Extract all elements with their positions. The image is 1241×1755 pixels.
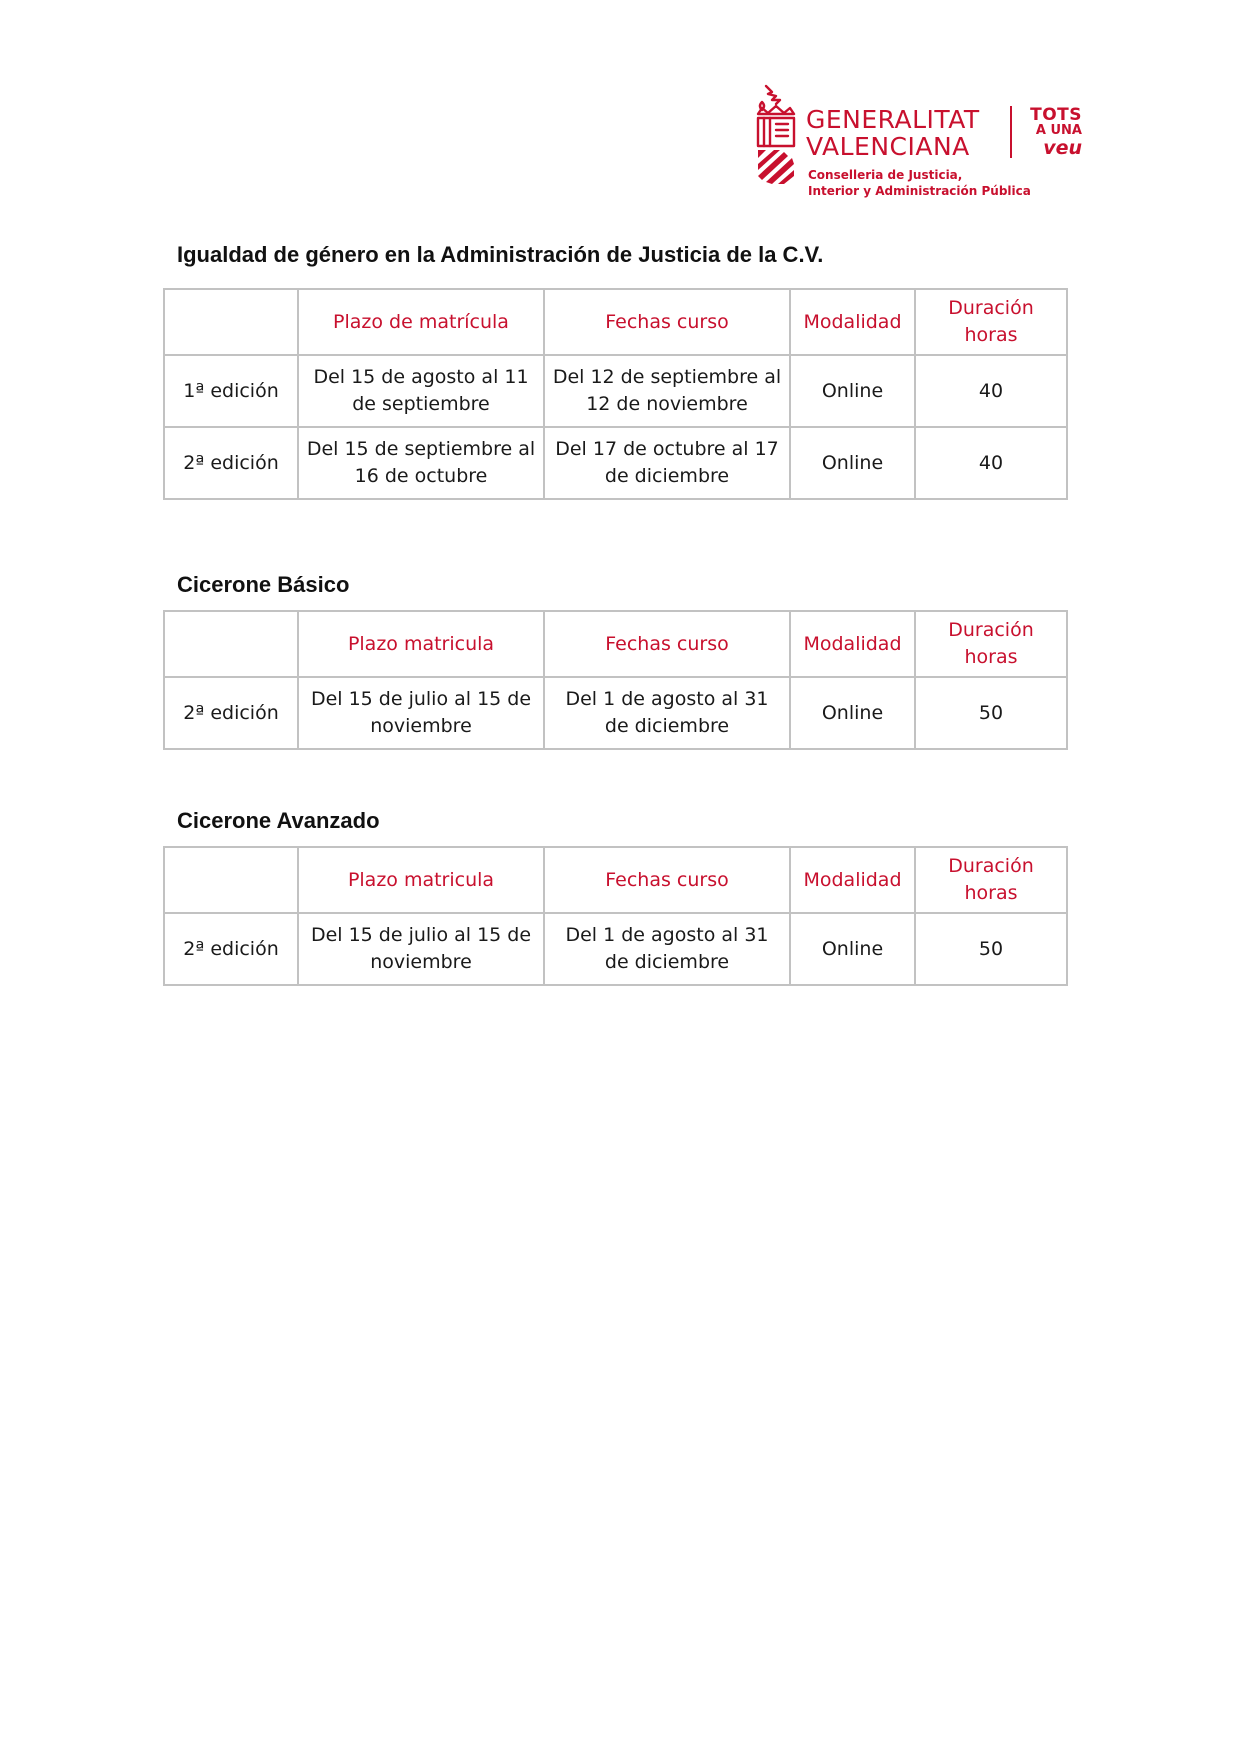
- slogan-line1: TOTS: [1030, 105, 1082, 125]
- header-duracion: Duración horas: [915, 611, 1067, 677]
- table-row: [164, 355, 1067, 427]
- cell-modalidad: Online: [790, 355, 915, 427]
- cell-fechas: Del 1 de agosto al 31 de diciembre: [544, 677, 790, 749]
- cell-fechas: Del 12 de septiembre al 12 de noviembre: [544, 355, 790, 427]
- header-plazo: Plazo matricula: [298, 611, 544, 677]
- header-fechas: Fechas curso: [544, 847, 790, 913]
- cell-horas: 40: [915, 427, 1067, 499]
- cell-fechas: Del 17 de octubre al 17 de diciembre: [544, 427, 790, 499]
- cell-modalidad: Online: [790, 427, 915, 499]
- cell-horas: 50: [915, 677, 1067, 749]
- cell-plazo: Del 15 de julio al 15 de noviembre: [298, 913, 544, 985]
- cell-fechas: Del 1 de agosto al 31 de diciembre: [544, 913, 790, 985]
- section-title: Cicerone Básico: [177, 572, 350, 597]
- table-header-row: [164, 611, 1067, 677]
- cell-modalidad: Online: [790, 913, 915, 985]
- wordmark-line2: VALENCIANA: [806, 132, 970, 161]
- department-line2: Interior y Administración Pública: [808, 184, 1031, 198]
- section-cicerone-basico: [163, 572, 1066, 750]
- generalitat-wordmark: [806, 106, 980, 160]
- cell-edition: 1ª edición: [164, 355, 298, 427]
- header-empty: [164, 611, 298, 677]
- header-empty: [164, 847, 298, 913]
- logo-separator: [1010, 106, 1012, 158]
- header-fechas: Fechas curso: [544, 289, 790, 355]
- cell-edition: 2ª edición: [164, 913, 298, 985]
- slogan-line2: A UNA: [1035, 123, 1082, 138]
- header-plazo: Plazo matricula: [298, 847, 544, 913]
- cell-modalidad: Online: [790, 677, 915, 749]
- header-modalidad: Modalidad: [790, 847, 915, 913]
- coat-of-arms-icon: [752, 84, 800, 186]
- cell-plazo: Del 15 de septiembre al 16 de octubre: [298, 427, 544, 499]
- table-header-row: [164, 847, 1067, 913]
- header-duracion: Duración horas: [915, 847, 1067, 913]
- cell-plazo: Del 15 de julio al 15 de noviembre: [298, 677, 544, 749]
- section-title: Igualdad de género en la Administración de Justicia de la C.V.: [177, 242, 824, 267]
- cell-plazo: Del 15 de agosto al 11 de septiembre: [298, 355, 544, 427]
- cell-horas: 40: [915, 355, 1067, 427]
- cell-horas: 50: [915, 913, 1067, 985]
- department-name: [808, 167, 1031, 199]
- cell-edition: 2ª edición: [164, 677, 298, 749]
- header-plazo: Plazo de matrícula: [298, 289, 544, 355]
- header-duracion: Duración horas: [915, 289, 1067, 355]
- table-header-row: [164, 289, 1067, 355]
- section-title: Cicerone Avanzado: [177, 808, 380, 833]
- table-row: [164, 913, 1067, 985]
- course-table: [163, 288, 1068, 500]
- header-fechas: Fechas curso: [544, 611, 790, 677]
- slogan-line3: veu: [1043, 137, 1082, 159]
- cell-edition: 2ª edición: [164, 427, 298, 499]
- course-table: [163, 846, 1068, 986]
- generalitat-logo: [752, 84, 1082, 204]
- wordmark-line1: GENERALITAT: [806, 105, 980, 134]
- table-row: [164, 427, 1067, 499]
- header-modalidad: Modalidad: [790, 289, 915, 355]
- slogan: [1018, 107, 1082, 158]
- course-table: [163, 610, 1068, 750]
- header-empty: [164, 289, 298, 355]
- table-row: [164, 677, 1067, 749]
- section-igualdad: [163, 242, 1066, 500]
- section-cicerone-avanzado: [163, 808, 1066, 986]
- department-line1: Conselleria de Justicia,: [808, 168, 963, 182]
- header-modalidad: Modalidad: [790, 611, 915, 677]
